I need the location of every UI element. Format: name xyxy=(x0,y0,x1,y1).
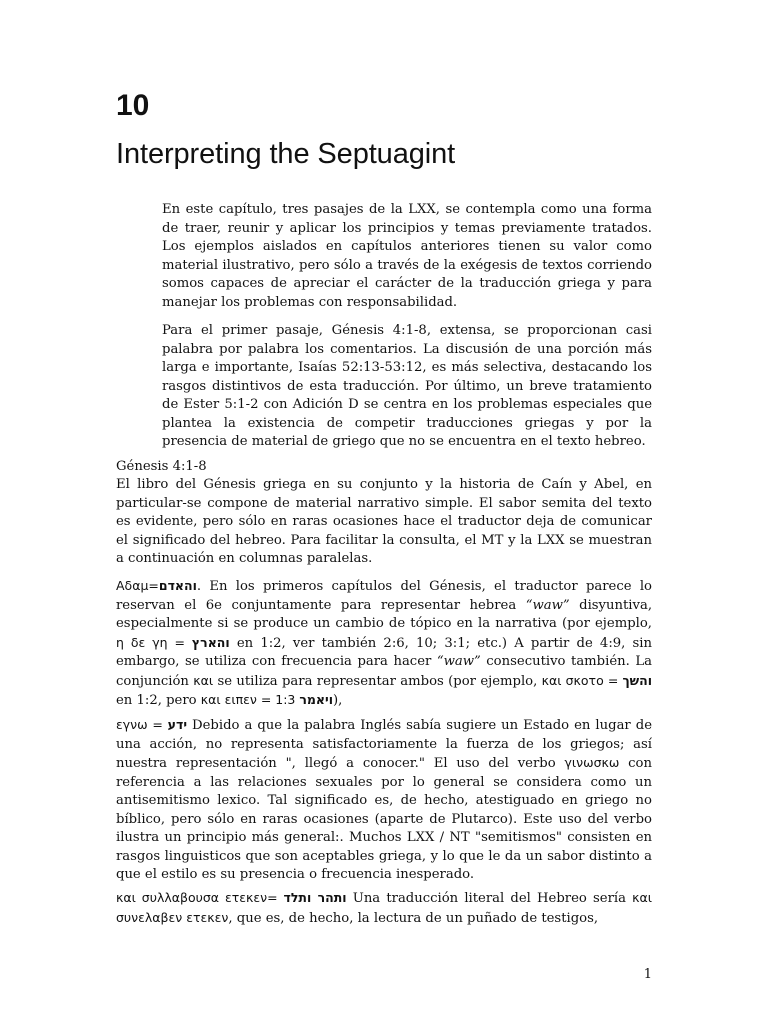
note-text: , que es, de hecho, la lectura de un puñado de testigos, xyxy=(228,910,599,926)
note-text: en 1:2, pero xyxy=(116,693,201,708)
greek-term: και σκοτο = xyxy=(541,672,623,688)
greek-term: και xyxy=(193,672,214,688)
greek-term: και ειπεν = 1:3 xyxy=(200,692,300,707)
note-text: . En los primeros capítulos del Génesis, el traductor parece lo reservan el 6e conjuntamente para representar hebrea xyxy=(116,579,652,613)
hebrew-term: והשך xyxy=(622,672,653,688)
note-text: disyuntiva, especialmente si se produce un cambio de tópico en la narrativa (por ejemplo, xyxy=(116,597,653,631)
section-paragraph: El libro del Génesis griega en su conjunto y la historia de Caín y Abel, en particular-se compone de material narrativo simple. El sabor semita del texto es evidente, pero sólo en raras ocasiones hace el traductor deja de comunicar el significado del hebreo. Para facilitar la consulta, el MT y la LXX se muestran a continuación en columnas paralelas. xyxy=(116,477,652,566)
chapter-number: 10 xyxy=(116,89,150,122)
intro-paragraph-1: En este capítulo, tres pasajes de la LXX, se contempla como una forma de traer, reunir y aplicar los principios y temas previamente tratados. Los ejemplos aislados en capítulos anteriores tienen su valor como material ilustrativo, pero sólo a través de la exégesis de textos corriendo somos capaces de apreciar el carácter de la traducción griega y para manejar los problemas con responsabilidad. xyxy=(162,202,652,310)
note-text: en 1:2, ver también 2:6, 10; 3:1; etc.) A partir de 4:9, sin embargo, se utiliza con frecuencia para hacer xyxy=(116,635,652,669)
hebrew-term: ותהר ותלד xyxy=(283,890,347,905)
intro-paragraph-2: Para el primer pasaje, Génesis 4:1-8, extensa, se proporcionan casi palabra por palabra los comentarios. La discusión de una porción más larga e importante, Isaías 52:13-53:12, es más selectiva, destacando los rasgos distintivos de esta traducción. Por último, un breve tratamiento de Ester 5:1-2 con Adición D se centra en los problemas especiales que plantea la existencia de competir traducciones griegas y por la presencia de material de griego que no se encuentra en el texto hebreo. xyxy=(162,323,652,449)
note-adam xyxy=(116,577,652,711)
greek-term: και συλλαβουσα ετεκεν= xyxy=(116,890,284,905)
greek-term: εγνω = xyxy=(116,717,168,732)
note-text: con referencia a las relaciones sexuales por lo general se considera como un antisemitismo lexico. Tal significado es, de hecho, atestiguado en griego no bíblico, pero sólo en raras ocasiones (aparte de Plutarco). Este uso del verbo ilustra un principio más general:. Muchos LXX / NT "semitismos" consisten en rasgos linguisticos que son aceptables griega, y lo que le da un sabor distinto a que el estilo es su presencia o frecuencia inesperado. xyxy=(116,756,652,882)
section-heading: Génesis 4:1-8 xyxy=(116,459,207,474)
hebrew-term: והאדם xyxy=(158,578,197,593)
greek-term: Αδαμ= xyxy=(116,578,159,593)
hebrew-term: והארץ xyxy=(191,634,230,650)
chapter-title: Interpreting the Septuagint xyxy=(116,138,456,170)
hebrew-term: ידע xyxy=(167,717,188,732)
waw-term: “waw” xyxy=(436,654,481,669)
note-text: ), xyxy=(333,693,343,708)
note-syllabousa xyxy=(116,889,652,928)
note-text: Una traducción literal del Hebreo sería xyxy=(346,891,633,906)
greek-term: και συνελαβεν ετεκεν xyxy=(116,890,652,925)
greek-term: η δε γη = xyxy=(116,634,192,650)
note-text: Debido a que la palabra Inglés sabía sugiere un Estado en lugar de una acción, no representa satisfactoriamente la fuerza de los griegos; así nuestra representación ", llegó a conocer." El uso del verbo xyxy=(116,718,652,771)
hebrew-term: ויאמר xyxy=(299,692,334,707)
note-egno xyxy=(116,716,652,885)
waw-term: “waw” xyxy=(525,597,570,613)
note-text: consecutivo también. La conjunción xyxy=(116,654,652,689)
greek-term: γινωσκω xyxy=(564,755,620,770)
note-text: se utiliza para representar ambos (por ejemplo, xyxy=(213,673,542,689)
page-number: 1 xyxy=(643,967,652,982)
